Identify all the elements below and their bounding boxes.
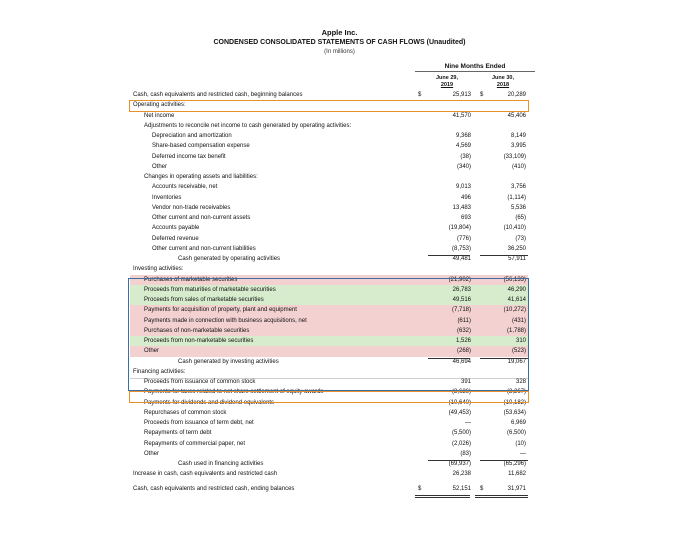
value-2019: (8,753) — [451, 245, 471, 252]
row-label: Repurchases of common stock — [144, 409, 227, 416]
ending-balance-rule — [475, 497, 528, 498]
subtotal-rule — [428, 460, 470, 461]
period-heading: Nine Months Ended — [415, 63, 535, 72]
row-label: Changes in operating assets and liabilities: — [144, 174, 258, 180]
value-2018: 36,250 — [507, 245, 526, 252]
value-2019: (7,718) — [451, 307, 471, 314]
value-2019: (2,626) — [451, 389, 471, 396]
value-2018: (65) — [515, 215, 526, 221]
row-label: Financing activities: — [133, 368, 186, 375]
value-2019: (268) — [456, 348, 471, 355]
value-2018: 46,290 — [507, 286, 526, 293]
subtotal-rule — [428, 255, 470, 256]
value-2019: 4,569 — [455, 143, 471, 150]
row-label: Increase in cash, cash equivalents and restricted cash — [133, 471, 278, 478]
operating-section-box — [129, 100, 529, 112]
value-2019: 26,783 — [452, 286, 471, 293]
row-label: Accounts payable — [152, 225, 200, 232]
value-2019: 25,913 — [452, 92, 471, 98]
row-label: Proceeds from sales of marketable securities — [144, 297, 264, 303]
value-2018: (56,133) — [503, 276, 526, 283]
row-label: Deferred revenue — [152, 235, 199, 242]
value-2018: (33,109) — [503, 153, 526, 160]
financing-section-box — [129, 391, 529, 403]
statement-title: CONDENSED CONSOLIDATED STATEMENTS OF CASH FLOWS (Unaudited) — [213, 39, 466, 46]
row-label: Cash, cash equivalents and restricted cash, ending balances — [133, 485, 295, 492]
value-2018: (431) — [511, 317, 526, 324]
value-2018: 3,756 — [510, 184, 526, 191]
column-header-2019 — [422, 75, 472, 88]
row-label: Other — [144, 450, 160, 457]
value-2019: — — [465, 420, 471, 426]
row-label: Proceeds from maturities of marketable securities — [144, 286, 276, 293]
value-2018: (73) — [515, 235, 526, 242]
subtotal-rule — [480, 460, 528, 461]
row-label: Payments for dividends and dividend equivalents — [144, 399, 275, 406]
value-2019: (21,902) — [448, 276, 471, 283]
value-2018: 11,682 — [508, 471, 526, 478]
row-label: Other — [152, 163, 168, 170]
column-header-2019-year: 2019 — [440, 81, 454, 88]
table-row — [130, 469, 528, 480]
value-2018: 20,289 — [507, 92, 526, 98]
value-2018: (65,296) — [503, 461, 526, 467]
subtotal-rule — [428, 358, 470, 359]
row-label: Depreciation and amortization — [152, 133, 232, 139]
value-2018: (6,500) — [506, 430, 526, 437]
row-label: Accounts receivable, net — [152, 184, 218, 191]
row-label: Payments made in connection with business acquisitions, net — [144, 317, 307, 324]
column-header-2018-year: 2018 — [496, 81, 510, 88]
row-label: Repayments of term debt — [144, 430, 212, 437]
row-label: Cash generated by operating activities — [178, 256, 281, 262]
company-name: Apple Inc. — [321, 28, 358, 37]
value-2019: (38) — [460, 153, 471, 160]
ending-balance-rule — [475, 495, 528, 496]
column-header-2018 — [478, 75, 528, 88]
ending-balance-rule — [415, 495, 470, 496]
row-label: Payments for acquisition of property, plant and equipment — [144, 307, 297, 314]
row-label: Adjustments to reconcile net income to cash generated by operating activities: — [144, 122, 352, 129]
row-label: Net income — [144, 112, 175, 119]
value-2019: 41,570 — [452, 112, 471, 119]
value-2019: 49,481 — [452, 256, 471, 262]
row-label: Operating activities: — [133, 102, 186, 109]
row-label: Other — [144, 348, 160, 355]
value-2018: 5,536 — [510, 204, 526, 211]
value-2019: 52,151 — [452, 485, 471, 492]
value-2019: (611) — [457, 317, 471, 324]
row-label: Cash, cash equivalents and restricted cash, beginning balances — [133, 92, 303, 98]
value-2019: 13,483 — [452, 204, 471, 211]
value-2019: (340) — [456, 163, 471, 170]
value-2018: 8,149 — [510, 133, 526, 139]
value-2018: (2,267) — [506, 389, 526, 396]
row-label: Payments for taxes related to net share settlement of equity awards — [144, 389, 324, 396]
row-label: Repayments of commercial paper, net — [144, 440, 246, 447]
value-2019: 496 — [460, 194, 471, 201]
row-label: Investing activities: — [133, 266, 184, 273]
row-label: Purchases of marketable securities — [144, 276, 238, 283]
value-2018: (53,634) — [503, 409, 526, 416]
subtotal-rule — [480, 255, 528, 256]
value-2018: 31,971 — [507, 485, 526, 492]
value-2018: (10) — [515, 440, 526, 447]
value-2018: 328 — [515, 379, 526, 385]
row-label: Vendor non-trade receivables — [152, 204, 231, 211]
value-2018: (523) — [511, 348, 526, 355]
row-label: Purchases of non-marketable securities — [144, 327, 250, 334]
value-2018: (10,182) — [503, 399, 526, 406]
column-header-2019-date: June 29, — [435, 75, 458, 81]
value-2018: (1,114) — [507, 194, 526, 201]
value-2018: 6,969 — [510, 420, 526, 426]
value-2018: 45,406 — [507, 112, 526, 119]
value-2018: (10,272) — [503, 307, 526, 314]
dollar-sign: $ — [418, 485, 422, 492]
value-2018: (1,788) — [506, 327, 526, 334]
row-label: Inventories — [152, 194, 182, 201]
value-2019: 1,526 — [455, 338, 471, 344]
row-label: Cash generated by investing activities — [178, 358, 279, 365]
value-2018: 310 — [515, 338, 526, 344]
value-2019: (49,453) — [448, 409, 471, 416]
row-label: Share-based compensation expense — [152, 143, 250, 150]
value-2018: 57,911 — [508, 256, 526, 262]
value-2019: (5,500) — [451, 430, 471, 437]
row-label: Cash used in financing activities — [178, 461, 264, 467]
units-note: (In millions) — [324, 49, 355, 55]
value-2019: 391 — [460, 379, 471, 385]
value-2019: (83) — [460, 450, 471, 457]
row-label: Proceeds from issuance of term debt, net — [144, 420, 254, 426]
value-2019: (10,640) — [448, 399, 471, 406]
ending-balance-rule — [415, 497, 470, 498]
value-2018: 3,995 — [510, 143, 526, 150]
value-2019: 9,013 — [455, 184, 471, 191]
value-2018: 19,067 — [507, 358, 526, 365]
dollar-sign: $ — [480, 485, 484, 492]
value-2019: (69,937) — [448, 461, 471, 467]
column-header-2018-date: June 30, — [491, 75, 514, 81]
value-2019: 26,238 — [452, 471, 471, 478]
value-2019: (776) — [456, 235, 471, 242]
value-2019: 49,516 — [452, 297, 471, 303]
row-label: Other current and non-current liabilities — [152, 245, 256, 252]
value-2018: (10,410) — [503, 225, 526, 232]
value-2019: (19,804) — [448, 225, 471, 232]
row-label: Proceeds from issuance of common stock — [144, 379, 256, 385]
value-2019: 693 — [460, 215, 471, 221]
value-2018: 41,614 — [507, 297, 526, 303]
value-2019: (2,026) — [451, 440, 471, 447]
subtotal-rule — [480, 358, 528, 359]
value-2019: 9,368 — [455, 133, 471, 139]
row-label: Deferred income tax benefit — [152, 153, 226, 160]
row-label: Proceeds from non-marketable securities — [144, 338, 254, 344]
row-label: Other current and non-current assets — [152, 215, 251, 221]
investing-section-box — [128, 278, 529, 391]
value-2018: (410) — [511, 163, 526, 170]
dollar-sign: $ — [480, 92, 484, 98]
value-2019: (632) — [456, 327, 471, 334]
dollar-sign: $ — [418, 92, 422, 98]
value-2019: 46,694 — [452, 358, 471, 365]
table-row — [130, 484, 528, 495]
value-2018: — — [520, 450, 526, 457]
